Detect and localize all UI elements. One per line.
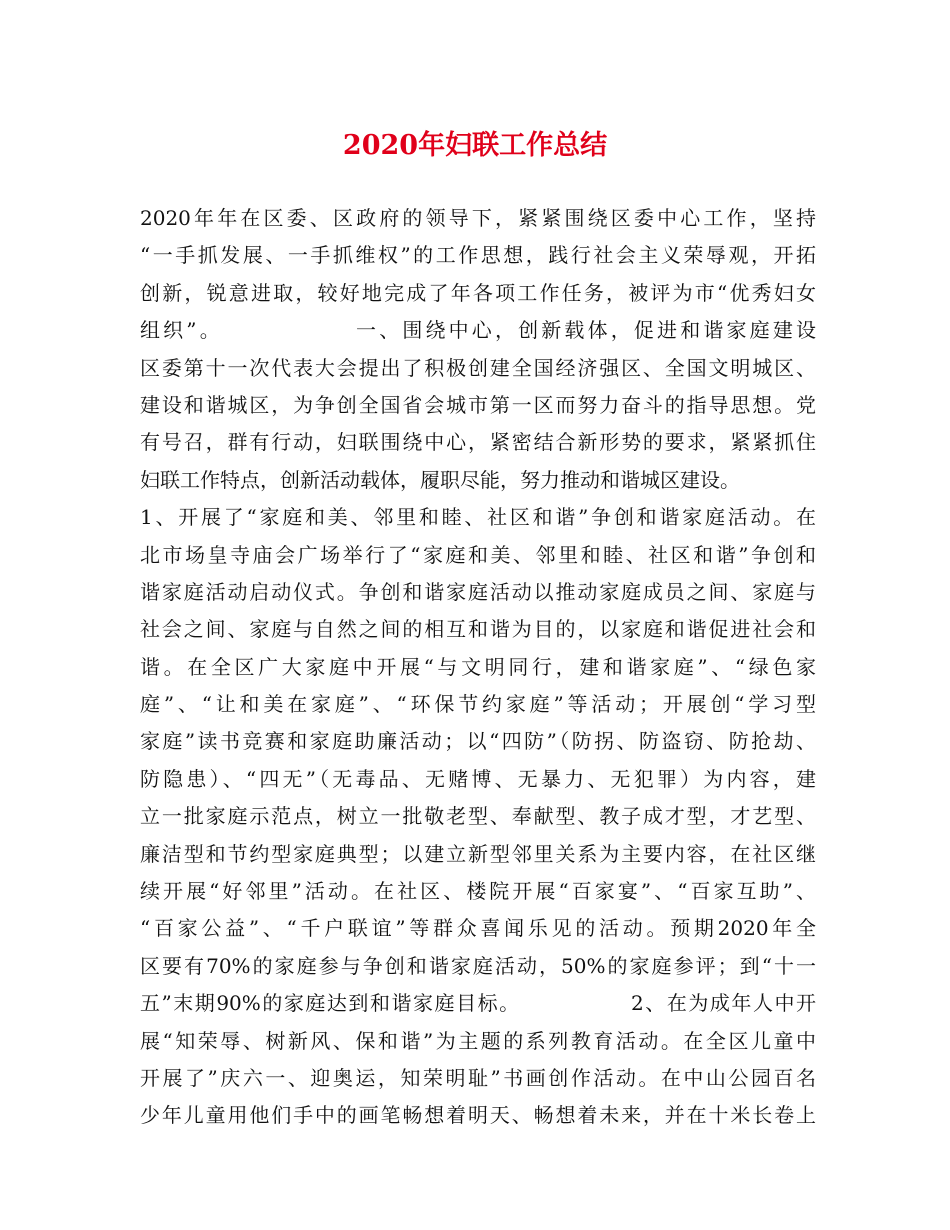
text-line: 续开展“好邻里”活动。在社区、楼院开展“百家宴”、“百家互助”、 bbox=[140, 879, 816, 904]
text-line: 北市场皇寺庙会广场举行了“家庭和美、邻里和睦、社区和谐”争创和 bbox=[140, 542, 816, 567]
text-line: 家庭”读书竞赛和家庭助廉活动；以“四防”（防拐、防盗窃、防抢劫、 bbox=[140, 729, 816, 754]
text-line: 妇联工作特点，创新活动载体，履职尽能，努力推动和谐城区建设。 bbox=[140, 467, 740, 492]
text-line: 1、开展了“家庭和美、邻里和睦、社区和谐”争创和谐家庭活动。在 bbox=[140, 505, 816, 530]
text-line: 区要有70%的家庭参与争创和谐家庭活动，50%的家庭参评；到“十一 bbox=[140, 953, 816, 978]
text-line: 防隐患）、“四无”（无毒品、无赌博、无暴力、无犯罪）为内容，建 bbox=[140, 766, 816, 791]
text-line: 五”末期90%的家庭达到和谐家庭目标。 2、在为成年人中开 bbox=[140, 991, 816, 1016]
text-line: 有号召，群有行动，妇联围绕中心，紧密结合新形势的要求，紧紧抓住 bbox=[140, 430, 816, 455]
text-line: 廉洁型和节约型家庭典型；以建立新型邻里关系为主要内容，在社区继 bbox=[140, 841, 816, 866]
text-line: “百家公益”、“千户联谊”等群众喜闻乐见的活动。预期2020年全 bbox=[140, 916, 816, 941]
text-line: 建设和谐城区，为争创全国省会城市第一区而努力奋斗的指导思想。党 bbox=[140, 392, 816, 417]
text-line: 庭”、“让和美在家庭”、“环保节约家庭”等活动；开展创“学习型 bbox=[140, 692, 816, 717]
text-line: 少年儿童用他们手中的画笔畅想着明天、畅想着未来，并在十米长卷上 bbox=[140, 1103, 816, 1128]
text-line: “一手抓发展、一手抓维权”的工作思想，践行社会主义荣辱观，开拓 bbox=[140, 243, 816, 268]
text-line: 2020年年在区委、区政府的领导下，紧紧围绕区委中心工作，坚持 bbox=[140, 206, 816, 230]
text-line: 展“知荣辱、树新风、保和谐”为主题的系列教育活动。在全区儿童中 bbox=[140, 1028, 816, 1053]
text-line: 谐家庭活动启动仪式。争创和谐家庭活动以推动家庭成员之间、家庭与 bbox=[140, 579, 816, 604]
text-line: 谐。在全区广大家庭中开展“与文明同行，建和谐家庭”、“绿色家 bbox=[140, 654, 816, 679]
document-title: 2020年妇联工作总结 bbox=[342, 130, 608, 161]
text-line: 创新，锐意进取，较好地完成了年各项工作任务，被评为市“优秀妇女 bbox=[140, 280, 816, 305]
text-line: 立一批家庭示范点，树立一批敬老型、奉献型、教子成才型，才艺型、 bbox=[140, 804, 816, 829]
text-line: 社会之间、家庭与自然之间的相互和谐为目的，以家庭和谐促进社会和 bbox=[140, 617, 816, 642]
document-body bbox=[140, 200, 816, 1135]
text-line: 组织”。 一、围绕中心，创新载体，促进和谐家庭建设 bbox=[140, 318, 816, 343]
text-line: 区委第十一次代表大会提出了积极创建全国经济强区、全国文明城区、 bbox=[140, 355, 816, 380]
text-line: 开展了”庆六一、迎奥运，知荣明耻”书画创作活动。在中山公园百名 bbox=[140, 1065, 816, 1090]
